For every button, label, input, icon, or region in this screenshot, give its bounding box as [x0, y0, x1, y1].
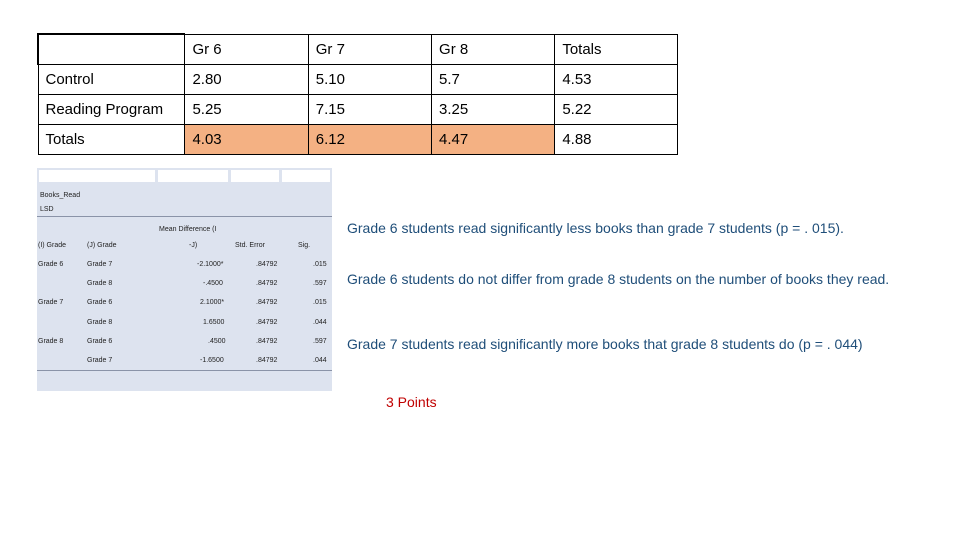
row-std-error: .84792 [256, 357, 278, 364]
header-strip-cell [231, 170, 279, 182]
row-j-grade: Grade 8 [87, 319, 113, 326]
note-grade6-vs-grade7: Grade 6 students read significantly less books than grade 7 students (p = . 015). [347, 220, 844, 236]
row-j-grade: Grade 8 [87, 280, 113, 287]
row-i-grade: Grade 7 [38, 299, 64, 306]
row-i-grade: Grade 8 [38, 338, 64, 345]
header-strip-cell [282, 170, 330, 182]
row-j-grade: Grade 6 [87, 338, 113, 345]
means-table [37, 33, 678, 155]
row-label: Reading Program [38, 95, 185, 125]
row-sig: .015 [313, 261, 327, 268]
row-mean-diff: -2.1000* [197, 261, 224, 268]
means-header-row [38, 34, 678, 65]
row-label: Control [38, 65, 185, 95]
col-sig-label: Sig. [298, 242, 311, 249]
row-std-error: .84792 [256, 338, 278, 345]
highlighted-cell: 4.03 [185, 125, 308, 155]
row-mean-diff: -1.6500 [200, 357, 224, 364]
header-cell-gr7: Gr 7 [308, 34, 431, 65]
row-j-grade: Grade 7 [87, 357, 113, 364]
col-mean-diff-label-2: -J) [189, 242, 198, 249]
lsd-comparison-table [37, 168, 332, 390]
row-mean-diff: .4500 [208, 338, 226, 345]
row-std-error: .84792 [256, 261, 278, 268]
divider [37, 216, 332, 217]
row-sig: .597 [313, 280, 327, 287]
table-cell: 5.25 [185, 95, 308, 125]
table-cell: 5.10 [308, 65, 431, 95]
col-j-grade-label: (J) Grade [87, 242, 117, 249]
header-cell-gr8: Gr 8 [432, 34, 555, 65]
table-cell: 5.22 [555, 95, 678, 125]
row-label: Totals [38, 125, 185, 155]
highlighted-cell: 4.47 [432, 125, 555, 155]
row-sig: .044 [313, 357, 327, 364]
means-row-totals [38, 125, 678, 155]
row-mean-diff: 2.1000* [200, 299, 225, 306]
header-cell-gr6: Gr 6 [185, 34, 308, 65]
row-j-grade: Grade 6 [87, 299, 113, 306]
row-std-error: .84792 [256, 299, 278, 306]
row-sig: .015 [313, 299, 327, 306]
header-cell-blank [38, 34, 185, 65]
row-sig: .597 [313, 338, 327, 345]
row-std-error: .84792 [256, 280, 278, 287]
row-mean-diff: 1.6500 [203, 319, 225, 326]
header-strip-cell [39, 170, 155, 182]
row-i-grade: Grade 6 [38, 261, 64, 268]
table-cell: 7.15 [308, 95, 431, 125]
row-std-error: .84792 [256, 319, 278, 326]
table-cell: 5.7 [432, 65, 555, 95]
row-sig: .044 [313, 319, 327, 326]
col-i-grade-label: (I) Grade [38, 242, 67, 249]
row-mean-diff: -.4500 [203, 280, 223, 287]
col-std-error-label: Std. Error [235, 242, 265, 249]
col-mean-diff-label: Mean Difference (I [159, 226, 217, 233]
means-row-control [38, 65, 678, 95]
method-label: LSD [40, 206, 54, 213]
table-cell: 4.88 [555, 125, 678, 155]
dependent-variable-label: Books_Read [40, 192, 81, 199]
row-j-grade: Grade 7 [87, 261, 113, 268]
table-cell: 4.53 [555, 65, 678, 95]
highlighted-cell: 6.12 [308, 125, 431, 155]
note-grade7-vs-grade8: Grade 7 students read significantly more books that grade 8 students do (p = . 044) [347, 336, 863, 352]
header-cell-totals: Totals [555, 34, 678, 65]
note-grade6-vs-grade8: Grade 6 students do not differ from grade 8 students on the number of books they read. [347, 271, 890, 287]
table-cell: 3.25 [432, 95, 555, 125]
means-row-reading-program [38, 95, 678, 125]
header-strip-cell [158, 170, 228, 182]
points-label: 3 Points [386, 394, 437, 410]
table-cell: 2.80 [185, 65, 308, 95]
table-footer [37, 370, 332, 391]
